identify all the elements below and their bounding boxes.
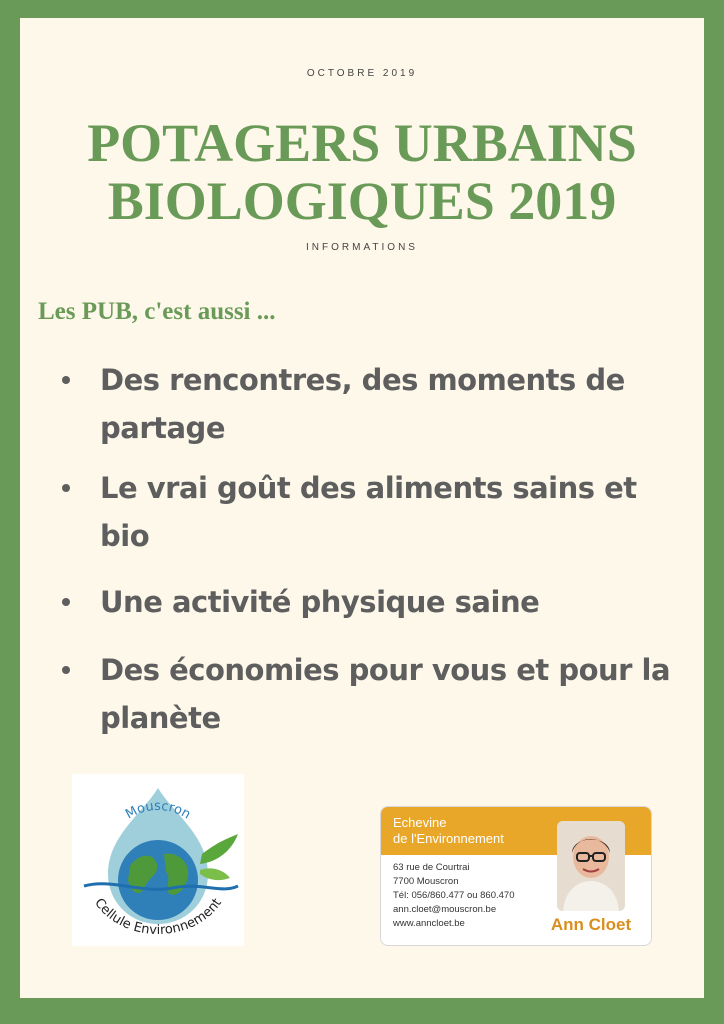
website-text: www.anncloet.be [393, 918, 465, 929]
person-portrait-icon [557, 821, 625, 911]
list-item-text: Le vrai goût des aliments sains et bio [100, 471, 637, 553]
list-item [56, 464, 676, 560]
globe-drop-icon [72, 774, 244, 946]
bullet-icon [62, 376, 70, 384]
title-line-2: BIOLOGIQUES 2019 [107, 171, 617, 231]
role-line-2: de l'Environnement [393, 831, 504, 846]
contact-name: Ann Cloet [550, 915, 632, 934]
logo-top-text: Mouscron [123, 798, 194, 823]
list-item [56, 646, 676, 742]
benefits-list [56, 356, 676, 742]
list-item-text: Des rencontres, des moments de partage [100, 363, 625, 445]
contact-details [393, 861, 515, 931]
logo-bottom-text: Cellule Environnement [91, 895, 225, 939]
phone-text: Tél: 056/860.477 ou 860.470 [393, 890, 515, 901]
bullet-icon [62, 598, 70, 606]
title-line-1: POTAGERS URBAINS [87, 113, 637, 173]
section-label: INFORMATIONS [306, 242, 418, 253]
contact-card [380, 806, 652, 946]
list-item-text: Une activité physique saine [100, 585, 540, 619]
address-line-1: 63 rue de Courtrai [393, 862, 470, 873]
bullet-icon [62, 666, 70, 674]
portrait-photo [557, 821, 625, 911]
role-line-1: Echevine [393, 815, 447, 830]
list-item [56, 578, 676, 626]
address-line-2: 7700 Mouscron [393, 876, 459, 887]
bullet-icon [62, 484, 70, 492]
page-title [20, 114, 704, 230]
list-item-text: Des économies pour vous et pour la planète [100, 653, 671, 735]
email-text: ann.cloet@mouscron.be [393, 904, 497, 915]
cellule-environnement-logo [72, 774, 244, 946]
contact-role [393, 815, 504, 847]
intro-heading: Les PUB, c'est aussi ... [38, 298, 276, 325]
list-item [56, 356, 676, 452]
flyer-page [20, 18, 704, 998]
date-label: OCTOBRE 2019 [306, 68, 418, 79]
